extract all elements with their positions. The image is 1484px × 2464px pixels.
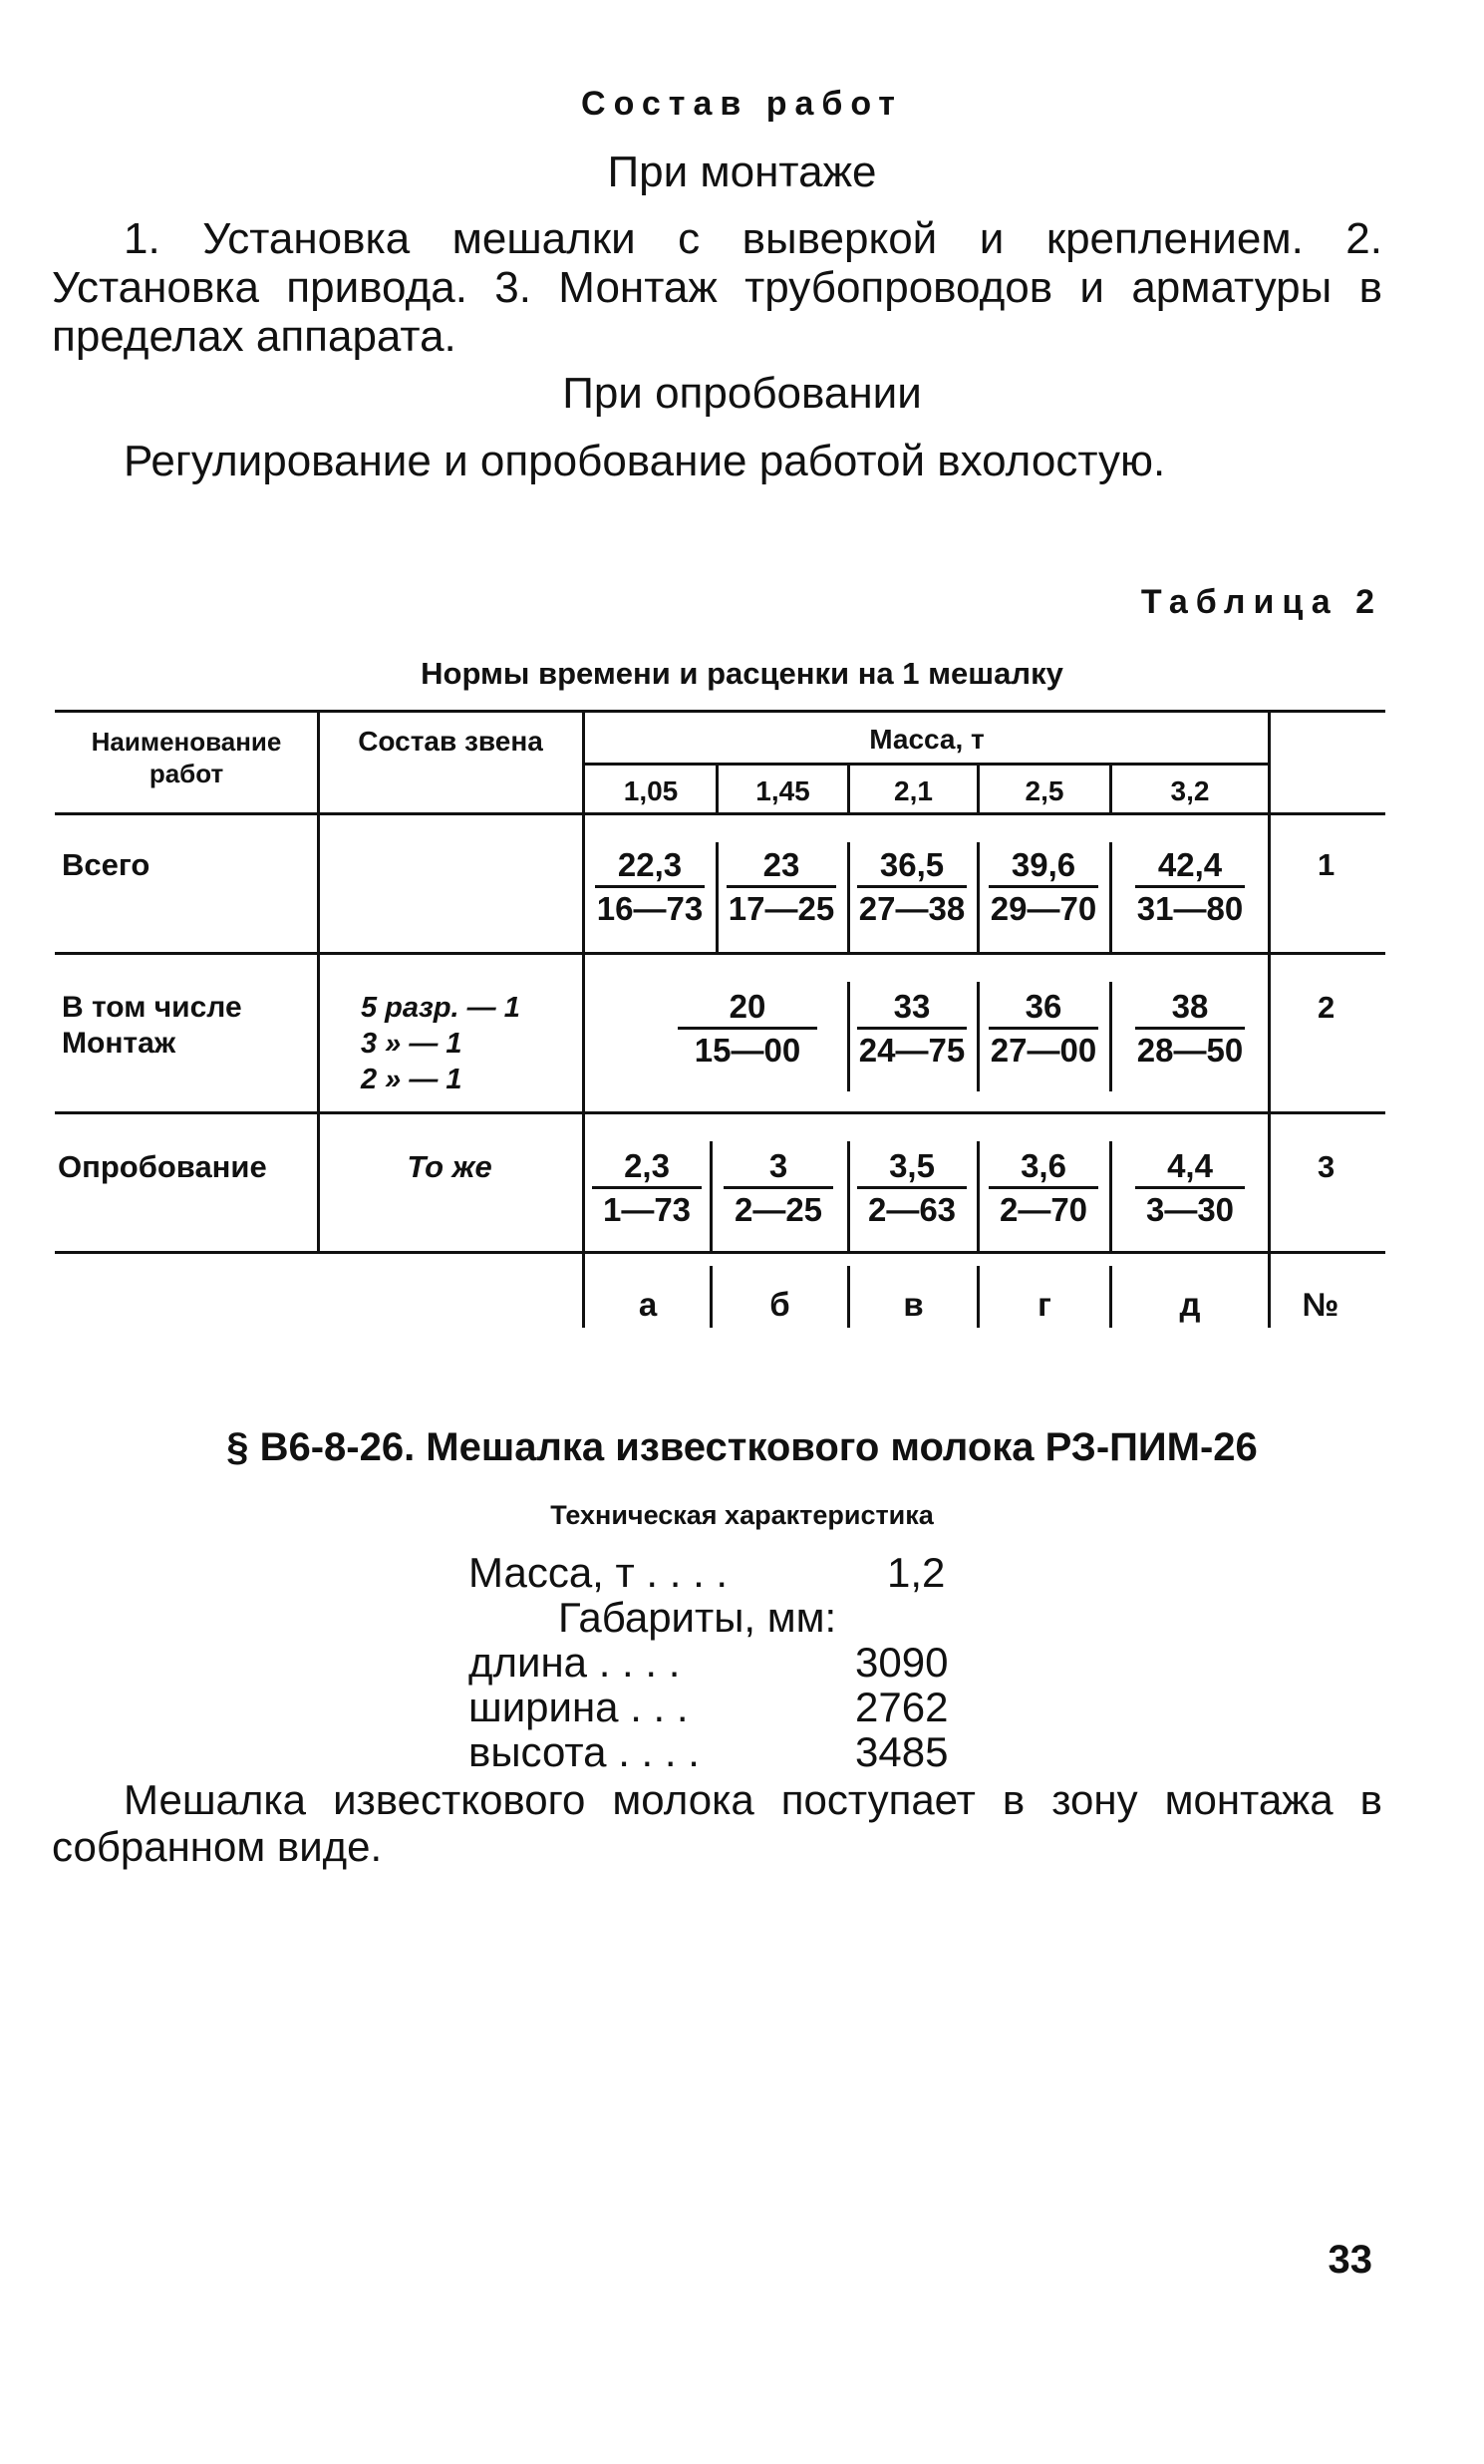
- section2-note: Мешалка известкового молока поступает в зону монтажа в собранном виде.: [52, 1776, 1382, 1870]
- cell-mounting-g: $\frac{36}{27—00}$: [990, 988, 1097, 1069]
- section2-subtitle: Техническая характеристика: [550, 1500, 934, 1530]
- col-letter-v: в: [903, 1286, 924, 1323]
- col-letter-d: д: [1179, 1286, 1201, 1323]
- cell-testing-b: $\frac{3}{2—25}$: [709, 1146, 848, 1231]
- col-letter-a: а: [638, 1286, 658, 1323]
- mass-2: 1,45: [755, 775, 810, 806]
- cell-total-v: $\frac{36,5}{27—38}$: [858, 846, 966, 927]
- col-number-label: №: [1302, 1286, 1339, 1323]
- cell-total-d: $\frac{42,4}{31—80}$: [1136, 846, 1244, 927]
- spec-length-label: длина . . . .: [468, 1639, 681, 1686]
- paragraph-mounting: 1. Установка мешалки с выверкой и креплением. 2. Установка привода. 3. Монтаж трубопроводов и арматуры в пределах аппарата.: [52, 214, 1382, 361]
- mass-5: 3,2: [1170, 775, 1210, 806]
- spec-length-value: 3090: [855, 1639, 949, 1686]
- cell-testing-v: $\frac{3,5}{2—63}$: [842, 1146, 982, 1231]
- col-letter-g: г: [1038, 1286, 1051, 1323]
- cell-total-a: $\frac{22,3}{16—73}$: [596, 846, 704, 927]
- row-mounting-num: 2: [1318, 990, 1336, 1025]
- head-mass: Масса, т: [869, 724, 985, 755]
- spec-mass-value: 1,2: [887, 1549, 946, 1596]
- cell-testing-g: $\frac{3,6}{2—70}$: [974, 1146, 1113, 1231]
- page-number: 33: [1328, 2238, 1372, 2282]
- row-total-name: Всего: [62, 847, 150, 882]
- mass-4: 2,5: [1025, 775, 1064, 806]
- row-testing-crew: То же: [407, 1149, 492, 1184]
- head-crew: Состав звена: [358, 726, 543, 757]
- spec-dims-label: Габариты, мм:: [558, 1594, 837, 1641]
- spec-height-label: высота . . . .: [468, 1728, 700, 1775]
- cell-total-b: $\frac{23}{17—25}$: [728, 846, 835, 927]
- table-label: Таблица 2: [1140, 583, 1382, 621]
- subheading-testing: При опробовании: [562, 369, 922, 418]
- row-testing-name: Опробование: [58, 1149, 267, 1184]
- cell-testing-a: $\frac{2,3}{1—73}$: [577, 1146, 717, 1231]
- mass-3: 2,1: [894, 775, 933, 806]
- cell-total-g: $\frac{39,6}{29—70}$: [990, 846, 1097, 927]
- spec-height-value: 3485: [855, 1728, 949, 1775]
- col-letter-b: б: [769, 1286, 790, 1323]
- spec-width-label: ширина . . .: [468, 1684, 689, 1730]
- row-mounting-crew: 5 разр. — 1 3 » — 1 2 » — 1: [361, 992, 520, 1095]
- spec-mass-label: Масса, т . . . .: [468, 1549, 729, 1596]
- row-testing-num: 3: [1318, 1149, 1336, 1184]
- table-caption: Нормы времени и расценки на 1 мешалку: [421, 656, 1063, 691]
- cell-mounting-v: $\frac{33}{24—75}$: [858, 988, 966, 1069]
- subheading-mounting: При монтаже: [607, 148, 877, 196]
- section2-title: § В6-8-26. Мешалка известкового молока РЗ-ПИМ-26: [226, 1425, 1258, 1469]
- row-mounting-name: В том числе Монтаж: [62, 991, 242, 1060]
- paragraph-testing: Регулирование и опробование работой вхолостую.: [124, 437, 1166, 485]
- cell-mounting-d: $\frac{38}{28—50}$: [1136, 988, 1244, 1069]
- head-work-name: Наименование работ: [91, 727, 282, 788]
- section-title: Состав работ: [581, 85, 903, 123]
- row-total-num: 1: [1318, 847, 1336, 882]
- spec-width-value: 2762: [855, 1684, 949, 1730]
- cell-mounting-ab: $\frac{20}{15—00}$: [648, 987, 847, 1072]
- cell-testing-d: $\frac{4,4}{3—30}$: [1120, 1146, 1260, 1231]
- mass-1: 1,05: [623, 775, 679, 806]
